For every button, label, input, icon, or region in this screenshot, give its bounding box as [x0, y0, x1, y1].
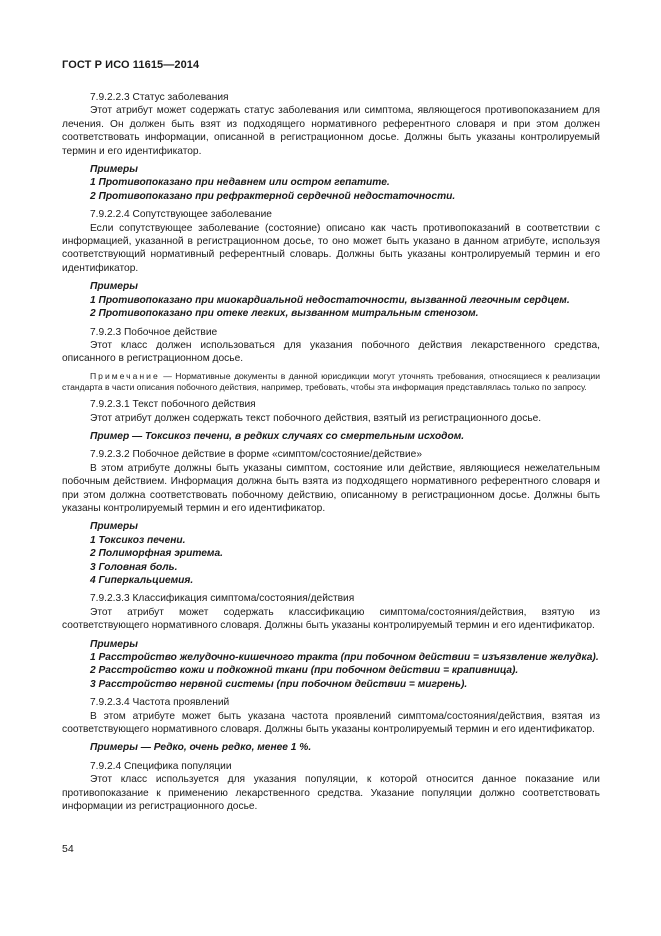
paragraph: Этот атрибут должен содержать текст побочного действия, взятый из регистрационного досье.: [90, 412, 542, 424]
example-text: Пример — Токсикоз печени, в редких случаях со смертельным исходом.: [90, 430, 465, 442]
example-text: 4 Гиперкальциемия.: [90, 575, 194, 586]
section-heading: 7.9.2.4 Специфика популяции: [90, 760, 232, 772]
section-heading: 7.9.2.3 Побочное действие: [90, 326, 218, 338]
example-text: Примеры: [90, 281, 138, 293]
section-heading: 7.9.2.3.1 Текст побочного действия: [90, 399, 256, 411]
example-text: 1 Противопоказано при недавнем или остром гепатите.: [90, 177, 390, 189]
paragraph: В этом атрибуте может быть указана частота проявлений симптома/состояния/действия, взятая из соответствующего нормативного словаря. Должны быть указаны контролируемый термин и его идентификатор.: [62, 710, 600, 736]
section-heading: 7.9.2.3.3 Классификация симптома/состояния/действия: [90, 593, 355, 605]
paragraph: Этот атрибут может содержать статус заболевания или симптома, являющегося противопоказанием для лечения. Он должен быть взят из подходящего нормативного референтного словаря и при этом должен соответствовать информации, описанной в регистрационном досье. Должны быть указаны контролируемый термин и его идентификатор.: [62, 105, 600, 157]
note-label: Примечание: [90, 370, 160, 381]
example-text: 2 Противопоказано при рефрактерной сердечной недостаточности.: [90, 190, 456, 202]
section-heading: 7.9.2.3.2 Побочное действие в форме «симптом/состояние/действие»: [90, 449, 422, 461]
example-text: 3 Расстройство нервной системы (при побочном действии = мигрень).: [90, 678, 468, 690]
example-text: 2 Противопоказано при отеке легких, вызванном митральным стенозом.: [90, 308, 479, 320]
example-text: Примеры: [90, 164, 138, 176]
example-text: Примеры — Редко, очень редко, менее 1 %.: [90, 742, 312, 754]
example-text: 2 Полиморфная эритема.: [90, 548, 223, 560]
document-header: ГОСТ Р ИСО 11615—2014: [62, 59, 200, 71]
example-text: 2 Расстройство кожи и подкожной ткани (при побочном действии = крапивница).: [90, 665, 519, 677]
example-text: 3 Головная боль.: [90, 561, 178, 573]
example-text: Примеры: [90, 638, 138, 650]
paragraph: Этот атрибут может содержать классификацию симптома/состояния/действия, взятую из соответствующего нормативного словаря. Должны быть указаны контролируемый термин и его идентификатор.: [62, 606, 600, 632]
example-text: 1 Противопоказано при миокардиальной недостаточности, вызванной легочным сердцем.: [90, 294, 570, 306]
paragraph: Этот класс должен использоваться для указания побочного действия лекарственного средства, описанного в регистрационном досье.: [62, 339, 600, 365]
note: [62, 371, 600, 393]
section-heading: 7.9.2.2.3 Статус заболевания: [90, 92, 229, 103]
example-text: 1 Расстройство желудочно-кишечного тракта (при побочном действии = изъязвление желудка).: [90, 652, 599, 664]
section-heading: 7.9.2.2.4 Сопутствующее заболевание: [90, 209, 272, 221]
section-heading: 7.9.2.3.4 Частота проявлений: [90, 697, 230, 709]
example-text: Примеры: [90, 521, 138, 533]
document-body: [62, 91, 600, 814]
paragraph: В этом атрибуте должны быть указаны симптом, состояние или действие, являющиеся нежелательным побочным действием. Информация должна быть взята из подходящего нормативного референтного словаря и при этом должна соответствовать побочному действию, описанному в регистрационном досье. Должны быть указаны контролируемый термин и его идентификатор.: [62, 462, 600, 514]
paragraph: Этот класс используется для указания популяции, к которой относится данное показание или противопоказание к применению лекарственного средства. Указание популяции должно соответствовать информации из регистрационного досье.: [62, 774, 600, 813]
note-text: — Нормативные документы в данной юрисдикции могут уточнять требования, относящиеся к реализации стандарта в части описания побочного действия, например, требовать, чтобы эта информация представлялась только по запросу.: [62, 370, 600, 392]
paragraph: Если сопутствующее заболевание (состояние) описано как часть противопоказаний в соответствии с информацией, указанной в регистрационном досье, то оно может быть указано в данном атрибуте, используя соответствующий нормативный референтный словарь. Должны быть указаны контролируемый термин и его идентификатор.: [62, 222, 600, 274]
example-text: 1 Токсикоз печени.: [90, 534, 186, 546]
page-number: 54: [62, 843, 74, 855]
